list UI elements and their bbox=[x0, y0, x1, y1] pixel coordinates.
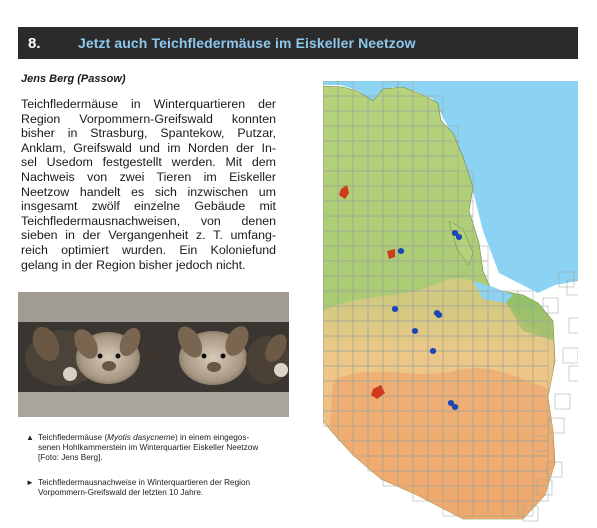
caption-map: ► Teichfledermausnachweise in Winterquartieren der Region Vorpommern-Greifswald der letzten 10 Jahre. bbox=[26, 478, 251, 498]
author-line: Jens Berg (Passow) bbox=[21, 73, 126, 85]
record-dot bbox=[452, 404, 458, 410]
body-line: insgesamt zwölf einzelne Gebäude mit bbox=[21, 199, 276, 214]
record-dot bbox=[436, 312, 442, 318]
bat-photo bbox=[18, 292, 289, 417]
record-dot bbox=[412, 328, 418, 334]
body-line: Teichfledermäuse in Winterquartieren der bbox=[21, 97, 276, 111]
body-line: Teichfledermausnachweisen, von denen bbox=[21, 213, 276, 228]
section-number: 8. bbox=[28, 34, 41, 52]
triangle-right-icon: ► bbox=[26, 478, 34, 487]
body-line: Anklam, Greifswald und im Norden der In- bbox=[21, 140, 276, 155]
body-paragraph bbox=[21, 97, 276, 272]
section-title: Jetzt auch Teichfledermäuse im Eiskeller Neetzow bbox=[78, 35, 416, 51]
record-dot bbox=[392, 306, 398, 312]
body-line: gelang in der Region bisher jedoch nicht. bbox=[21, 257, 246, 272]
record-dot bbox=[456, 234, 462, 240]
body-line: sel Usedom festgestellt werden. Mit dem bbox=[21, 155, 276, 170]
species-name: Myotis dasycneme bbox=[107, 433, 175, 442]
record-dot bbox=[430, 348, 436, 354]
body-line: Region Vorpommern-Greifswald konnten bbox=[21, 111, 276, 126]
record-dot bbox=[398, 248, 404, 254]
triangle-up-icon: ▲ bbox=[26, 433, 34, 442]
section-header bbox=[18, 27, 578, 59]
distribution-map bbox=[323, 81, 578, 523]
caption-photo: ▲ Teichfledermäuse (Myotis dasycneme) in einem eingegos- senen Hohlkammerstein im Winterquartier Eiskeller Neetzow [Foto: Jens Berg]. bbox=[26, 433, 259, 463]
body-line: Nachweis von zwei Tieren im Eiskeller bbox=[21, 169, 276, 184]
body-line: reich optimiert wurden. Ein Koloniefund bbox=[21, 242, 276, 257]
body-line: bisher in Strasburg, Spantekow, Putzar, bbox=[21, 126, 276, 141]
body-line: sieben in der Vergangenheit z. T. umfang- bbox=[21, 228, 276, 243]
body-line: Neetzow handelt es sich inzwischen um bbox=[21, 184, 276, 199]
